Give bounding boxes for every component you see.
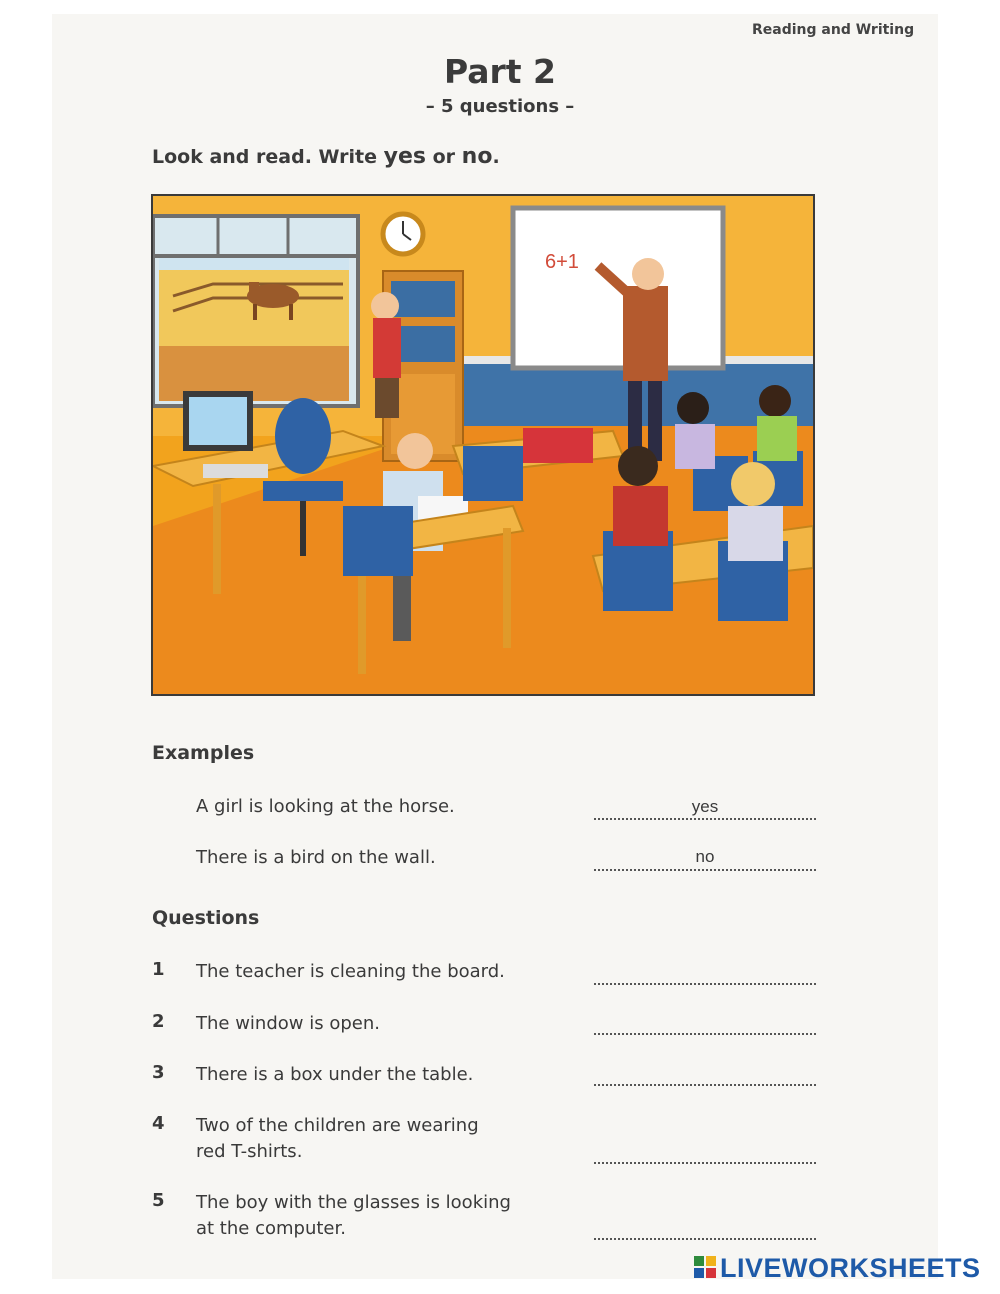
- question-3-number: 3: [152, 1062, 165, 1083]
- question-4-text-line1: Two of the children are wearing: [196, 1115, 479, 1136]
- liveworksheets-logo-icon: [694, 1256, 716, 1280]
- page-subtitle: – 5 questions –: [425, 96, 575, 117]
- girl-at-window: [371, 292, 401, 418]
- questions-heading: Questions: [152, 907, 260, 929]
- board-sum: 6+1: [545, 251, 579, 273]
- example-2-text: There is a bird on the wall.: [196, 847, 436, 868]
- example-2-answer: no: [695, 847, 715, 866]
- question-4-answer-line[interactable]: [594, 1160, 816, 1164]
- example-1-answer-line: [594, 816, 816, 820]
- instruction-or: or: [426, 146, 462, 168]
- question-5-number: 5: [152, 1190, 165, 1211]
- question-4-text-line2: red T-shirts.: [196, 1141, 303, 1162]
- question-2-text: The window is open.: [196, 1013, 380, 1034]
- instruction-yes: yes: [383, 144, 426, 169]
- question-4-number: 4: [152, 1113, 165, 1134]
- classroom-picture: [151, 194, 815, 696]
- instruction: [152, 144, 500, 169]
- clock-icon: [383, 214, 423, 254]
- page-title: Part 2: [443, 52, 557, 91]
- question-3-answer-line[interactable]: [594, 1082, 816, 1086]
- instruction-no: no: [461, 144, 493, 169]
- section-label: Reading and Writing: [752, 22, 915, 38]
- question-2-number: 2: [152, 1011, 165, 1032]
- question-3-text: There is a box under the table.: [196, 1064, 474, 1085]
- question-2-answer-line[interactable]: [594, 1031, 816, 1035]
- examples-heading: Examples: [152, 742, 255, 764]
- instruction-suffix: .: [492, 146, 500, 168]
- question-5-answer-line[interactable]: [594, 1236, 816, 1240]
- instruction-prefix: Look and read. Write: [152, 146, 384, 168]
- example-1-answer: yes: [691, 797, 719, 816]
- example-2-answer-line: [594, 867, 816, 871]
- classroom-illustration: [153, 196, 813, 694]
- question-1-answer-line[interactable]: [594, 981, 816, 985]
- example-1-text: A girl is looking at the horse.: [196, 796, 455, 817]
- question-5-text-line1: The boy with the glasses is looking: [196, 1192, 511, 1213]
- question-1-text: The teacher is cleaning the board.: [196, 961, 505, 982]
- brand-wordmark[interactable]: LIVEWORKSHEETS: [720, 1253, 981, 1283]
- question-1-number: 1: [152, 959, 165, 980]
- question-5-text-line2: at the computer.: [196, 1218, 346, 1239]
